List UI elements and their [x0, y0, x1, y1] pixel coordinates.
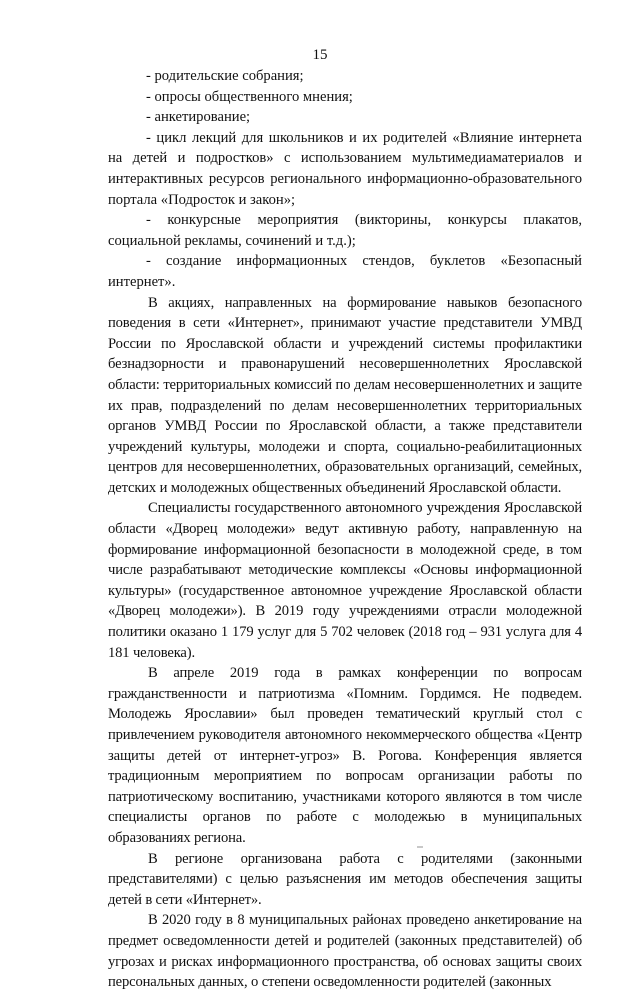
- list-item-parent-meetings: - родительские собрания;: [146, 68, 304, 84]
- paragraph-survey-2020: В 2020 году в 8 муниципальных районах проведено анкетирование на предмет осведомленности детей и родителей (законных представителей) об угрозах и рисках информационного пространства, об основах защиты своих персональных данных, о степени осведомленности родителей (законных: [108, 912, 582, 991]
- paragraph-safe-internet-actions: В акциях, направленных на формирование навыков безопасного поведения в сети «Интернет», принимают участие представители УМВД России по Ярославской области и учреждений системы профилактики безнадзорности и правонарушений несовершеннолетних Ярославской области: территориальных комиссий по делам несовершеннолетних и защите их прав, подразделений по делам несовершеннолетних территориальных органов УМВД России по Ярославской области, а также представители учреждений культуры, молодежи и спорта, социально-реабилитационных центров для несовершеннолетних, образовательных организаций, семейных, детских и молодежных общественных объединений Ярославской области.: [108, 294, 582, 496]
- paragraph-conference-2019: В апреле 2019 года в рамках конференции по вопросам гражданственности и патриотизма «Помним. Гордимся. Не подведем. Молодежь Ярославии» был проведен тематический круглый стол с привлечением руководителя автономного некоммерческого общества «Центр защиты детей от интернет-угроз» В. Рогова. Конференция является традиционным мероприятием по вопросам организации работы по патриотическому воспитанию, участниками которого являются в том числе специалисты органов по работе с молодежью в муниципальных образованиях региона.: [108, 665, 582, 846]
- list-item-questionnaires: - анкетирование;: [146, 109, 251, 126]
- page-number: 15: [312, 47, 328, 63]
- page-body: [108, 66, 582, 993]
- paragraph-youth-palace: Специалисты государственного автономного учреждения Ярославской области «Дворец молодежи» ведут активную работу, направленную на формирование информационной безопасности в молодежной среде, в том числе разрабатывают методические комплексы «Основы информационной культуры» (государственное автономное учреждение Ярославской области «Дворец молодежи»). В 2019 году учреждениями отрасли молодежной политики оказано 1 179 услуг для 5 702 человек (2018 год – 931 услуга для 4 181 человека).: [108, 500, 582, 661]
- list-item-info-stands: - создание информационных стендов, буклетов «Безопасный интернет».: [108, 253, 582, 290]
- scan-mark: [417, 846, 423, 848]
- list-item-contests: - конкурсные мероприятия (викторины, конкурсы плакатов, социальной рекламы, сочинений и т.д.);: [108, 212, 582, 249]
- list-item-lecture-cycle: - цикл лекций для школьников и их родителей «Влияние интернета на детей и подростков» с использованием мультимедиаматериалов и интерактивных ресурсов регионального информационно-образовательного портала «Подросток и закон»;: [108, 129, 582, 208]
- paragraph-work-with-parents: В регионе организована работа с родителями (законными представителями) с целью разъяснения им методов обеспечения защиты детей в сети «Интернет».: [108, 850, 582, 908]
- list-item-opinion-polls: - опросы общественного мнения;: [146, 88, 353, 105]
